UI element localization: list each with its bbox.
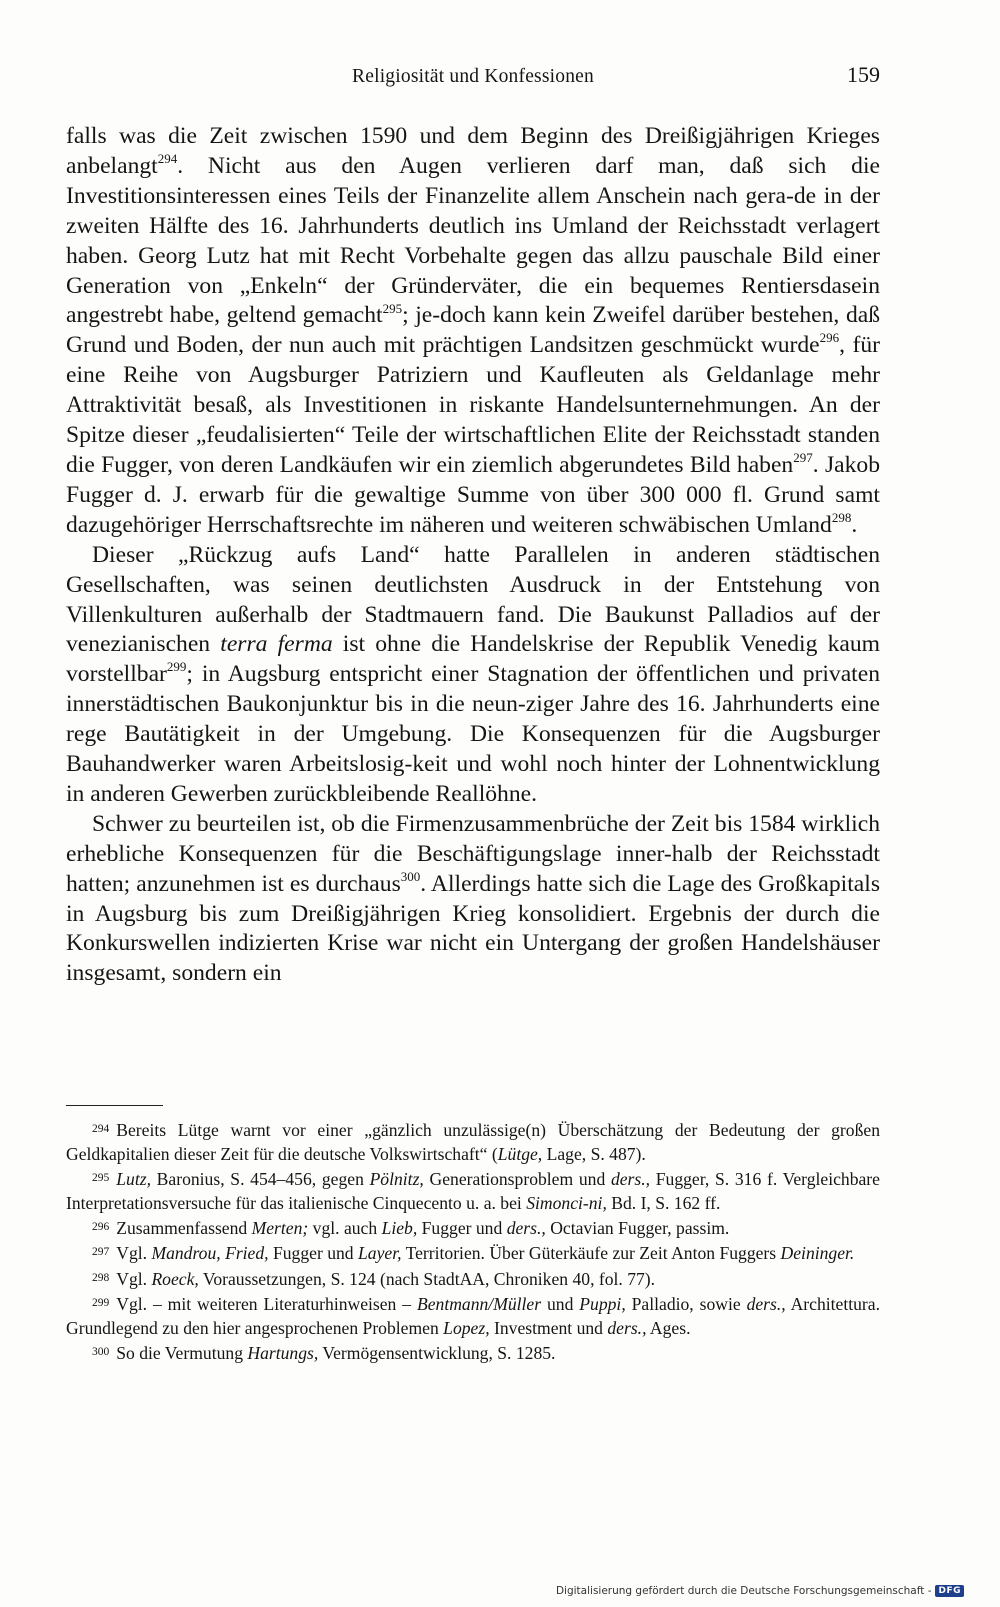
footnote-number: 295 [92,1172,110,1185]
italic-text: Roeck, [151,1268,199,1289]
text-run: Ages. [646,1317,691,1338]
footnotes [66,1117,880,1365]
footnote-ref: 295 [382,300,403,316]
italic-text: ders., [746,1293,786,1314]
text-run: falls was die Zeit zwischen 1590 und dem Beginn des Dreißigjährigen Krieges anbelangt [66,123,880,179]
italic-text: Lütge, [497,1144,543,1165]
text-run: Voraussetzungen, S. 124 (nach StadtAA, Chroniken 40, fol. 77). [198,1268,656,1289]
footnote-ref: 297 [793,450,813,466]
text-run: ; in Augsburg entspricht einer Stagnation der öffentlichen und privaten innerstädtischen Baukonjunktur bis in die neun-ziger Jahre des 16. Jahrhunderts eine rege Bautätigkeit in der Umgebung. Die Konsequenzen für die Augsburger Bauhandwerker waren Arbeitslosig-keit und wohl noch hinter der Lohnentwicklung in anderen Gewerben zurückbleibende Reallöhne. [66,661,880,807]
footnote-ref: 300 [400,868,421,884]
credit-text: Digitalisierung gefördert durch die Deutsche Forschungsgemeinschaft - [555,1585,932,1597]
text-run: Fugger und [268,1243,358,1264]
text-run: Bereits Lütge warnt vor einer „gänzlich unzulässige(n) Überschätzung der Bedeutung der großen Geldkapitalien dieser Zeit für die deutsche Volkswirtschaft“ ( [66,1120,880,1165]
italic-text: terra ferma [220,631,333,658]
footnote-299 [66,1291,880,1340]
text-run: Bd. I, S. 162 ff. [606,1193,721,1214]
italic-text: Lopez, [443,1317,490,1338]
footnote-298 [66,1266,880,1291]
footnote-296 [66,1215,880,1240]
text-run: vgl. auch [308,1218,382,1239]
text-run: Palladio, sowie [625,1293,747,1314]
paragraph [66,541,880,810]
footnote-number: 300 [92,1345,110,1358]
text-run: . Allerdings hatte sich die Lage des Großkapitals in Augsburg bis zum Dreißigjährigen Krieg konsolidiert. Ergebnis der durch die Konkurswellen indizierten Krise war nicht ein Untergang der großen Handelshäuser insgesamt, sondern ein [66,870,880,987]
text-run: ist ohne die Handelskrise der Republik Venedig kaum vorstellbar [66,631,880,688]
footnote-295 [66,1166,880,1215]
footnote-ref: 298 [831,509,852,525]
text-run: Vgl. [116,1243,152,1264]
italic-text: Lutz, [116,1169,151,1190]
text-run: . Jakob Fugger d. J. erwarb für die gewaltige Summe von über 300 000 fl. Grund samt dazugehöriger Herrschaftsrechte im näheren und weiteren schwäbischen Umland [66,451,880,538]
text-run: Schwer zu beurteilen ist, ob die Firmenzusammenbrüche der Zeit bis 1584 wirklich erhebliche Konsequenzen für die Beschäftigungslage inner-halb der Reichsstadt hatten; anzunehmen ist es durchaus [66,810,880,897]
italic-text: Layer, [358,1243,402,1264]
text-run: Architettura. Grundlegend zu den hier angesprochenen Problemen [66,1293,880,1338]
footnote-number: 298 [92,1271,110,1284]
italic-text: Merten; [251,1218,309,1239]
text-run: Fugger und [417,1218,507,1239]
text-run: Vgl. – mit weiteren Literaturhinweisen – [116,1293,417,1314]
footnote-separator [66,1105,163,1106]
running-title: Religiosität und Konfessionen [352,66,594,87]
footnote-number: 297 [92,1246,110,1259]
text-run: und [541,1293,580,1314]
italic-text: ders., [506,1218,546,1239]
text-run: Vgl. [116,1268,152,1289]
italic-text: Hartungs, [247,1342,319,1363]
footnote-ref: 294 [157,151,178,167]
italic-text: Deininger. [780,1243,855,1264]
text-run: . Nicht aus den Augen verlieren darf man, daß sich die Investitionsinteressen eines Teils der Finanzelite allem Anschein nach gera-de in der zweiten Hälfte des 16. Jahrhunderts deutlich ins Umland der Reichsstadt verlagert haben. Georg Lutz hat mit Recht Vorbehalte gegen das allzu pauschale Bild einer Generation von „Enkeln“ der Gründerväter, die ein bequemes Rentiersdasein angestrebt habe, geltend gemacht [66,152,880,329]
text-run: Dieser „Rückzug aufs Land“ hatte Parallelen in anderen städtischen Gesellschaften, was seinen deutlichsten Ausdruck in der Entstehung von Villenkulturen außerhalb der Stadtmauern fand. Die Baukunst Palladios auf der venezianischen [66,541,880,658]
text-run: Investment und [489,1317,608,1338]
italic-text: Simonci-ni, [526,1193,607,1214]
text-run: Lage, S. 487). [542,1144,646,1165]
text-run: Baronius, S. 454–456, gegen [150,1169,370,1190]
page-header [66,62,880,92]
digitization-credit [556,1585,964,1597]
italic-text: Pölnitz, [369,1169,424,1190]
body-text [66,122,880,989]
italic-text: Mandrou, Fried, [151,1243,269,1264]
footnote-ref: 299 [166,659,187,675]
italic-text: ders., [607,1317,647,1338]
italic-text: Lieb, [381,1218,418,1239]
italic-text: ders., [610,1169,651,1190]
page-number: 159 [847,62,880,87]
footnote-300 [66,1340,880,1365]
footnote-297 [66,1240,880,1265]
text-run: Generationsproblem und [423,1169,611,1190]
footnote-number: 294 [92,1123,110,1135]
text-run: . [851,511,858,538]
text-run: , für eine Reihe von Augsburger Patriziern und Kaufleuten als Geldanlage mehr Attraktivität besaß, als Investitionen in riskante Handelsunternehmungen. An der Spitze dieser „feudalisierten“ Teile der wirtschaftlichen Elite der Reichsstadt standen die Fugger, von deren Landkäufen wir ein ziemlich abgerundetes Bild haben [66,332,880,478]
text-run: Territorien. Über Güterkäufe zur Zeit Anton Fuggers [401,1243,781,1264]
paragraph [66,122,880,541]
text-run: Vermögensentwicklung, S. 1285. [318,1342,556,1363]
text-run: Octavian Fugger, passim. [545,1218,730,1239]
footnote-294 [66,1117,880,1166]
italic-text: Puppi, [579,1293,626,1314]
footnote-number: 296 [92,1221,110,1234]
text-run: Fugger, S. 316 f. Vergleichbare Interpretationsversuche für das italienische Cinquecento u. a. bei [66,1169,880,1214]
text-run: Zusammenfassend [116,1218,252,1239]
text-run: ; je-doch kann kein Zweifel darüber bestehen, daß Grund und Boden, der nun auch mit prächtigen Landsitzen geschmückt wurde [66,302,881,359]
paragraph [66,810,880,989]
footnote-ref: 296 [819,330,840,346]
text-run: So die Vermutung [116,1342,248,1363]
dfg-logo: DFG [935,1585,964,1597]
footnote-number: 299 [92,1296,110,1309]
italic-text: Bentmann/Müller [416,1293,542,1314]
